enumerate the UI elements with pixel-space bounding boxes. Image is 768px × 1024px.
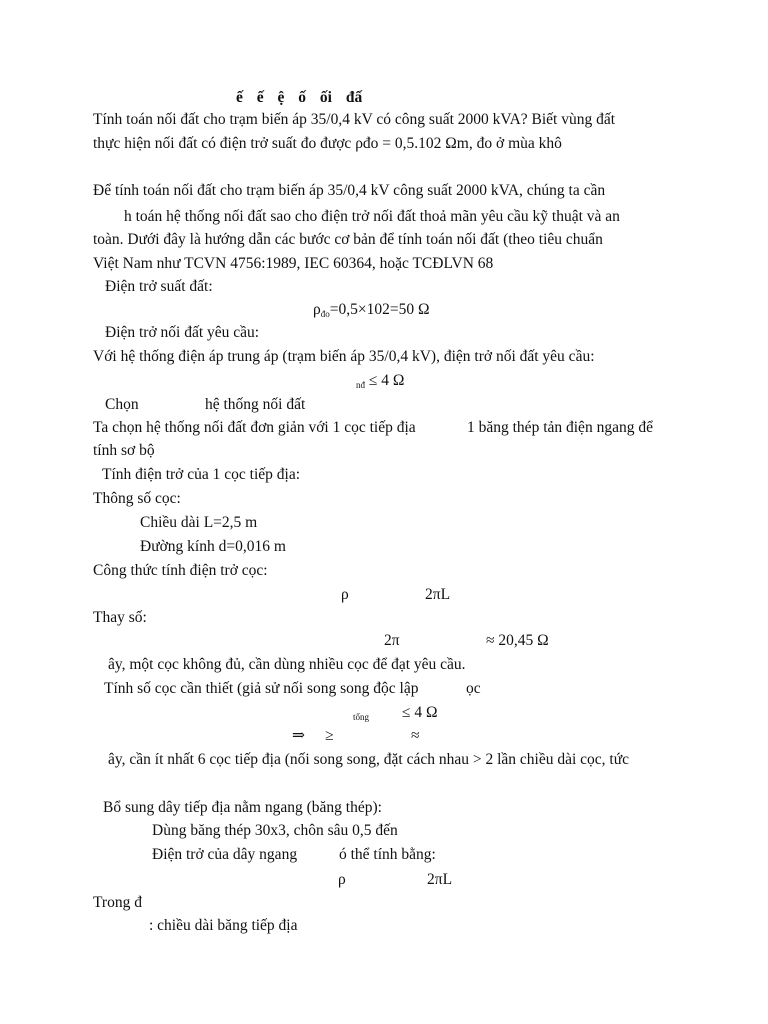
step2-text: Với hệ thống điện áp trung áp (trạm biến áp 35/0,4 kV), điện trở nối đất yêu cầu: bbox=[93, 348, 595, 365]
step1-heading: Điện trở suất đất: bbox=[105, 278, 213, 295]
step5-heading-b: ọc bbox=[466, 680, 481, 697]
substitute-result: ≈ 20,45 Ω bbox=[486, 632, 549, 649]
step4-conclusion: ây, một cọc không đủ, cần dùng nhiều cọc để đạt yêu cầu. bbox=[108, 656, 466, 673]
required-subscript: nđ bbox=[356, 380, 365, 390]
rho-value: =0,5×102=50 Ω bbox=[329, 301, 430, 318]
document-title: ế ế ệ ố ối đấ bbox=[236, 89, 363, 106]
step6-resistance-b: ó thể tính bằng: bbox=[339, 846, 436, 863]
intro-line-2: h toán hệ thống nối đất sao cho điện trở nối đất thoả mãn yêu cầu kỹ thuật và an bbox=[124, 208, 620, 225]
required-value: ≤ 4 Ω bbox=[368, 372, 405, 389]
step3-text-c: tính sơ bộ bbox=[93, 442, 155, 459]
formula-rho: ρ bbox=[341, 586, 349, 603]
substitute-2pi: 2π bbox=[384, 632, 400, 649]
step6-use: Dùng băng thép 30x3, chôn sâu 0,5 đến bbox=[152, 822, 398, 839]
step3-text-a: Ta chọn hệ thống nối đất đơn giản với 1 cọc tiếp địa bbox=[93, 419, 416, 436]
required-resistance bbox=[356, 371, 404, 395]
rho-subscript: đo bbox=[320, 309, 330, 319]
problem-line-2: thực hiện nối đất có điện trở suất đo được ρđo = 0,5.102 Ωm, đo ở mùa khô bbox=[93, 135, 562, 152]
step6-resistance-a: Điện trở của dây ngang bbox=[152, 846, 298, 863]
step6-formula-2piL: 2πL bbox=[427, 871, 453, 888]
geq-symbol: ≥ bbox=[325, 727, 334, 744]
intro-line-1: Để tính toán nối đất cho trạm biến áp 35/0,4 kV công suất 2000 kVA, chúng ta cần bbox=[93, 182, 606, 199]
where-label: Trong đ bbox=[93, 894, 142, 911]
approx-symbol: ≈ bbox=[411, 727, 420, 744]
step3-heading-b: hệ thống nối đất bbox=[205, 396, 306, 413]
substitute-label: Thay số: bbox=[93, 609, 147, 626]
step6-heading: Bổ sung dây tiếp địa nằm ngang (băng thép): bbox=[103, 799, 382, 816]
problem-line-1: Tính toán nối đất cho trạm biến áp 35/0,4 kV có công suất 2000 kVA? Biết vùng đất bbox=[93, 111, 616, 128]
step3-heading-a: Chọn bbox=[105, 396, 139, 413]
step5-heading-a: Tính số cọc cần thiết (giả sử nối song song độc lập bbox=[104, 680, 419, 697]
step6-formula-rho: ρ bbox=[338, 871, 346, 888]
total-requirement: ≤ 4 Ω bbox=[402, 704, 438, 721]
rho-formula bbox=[313, 300, 430, 324]
total-resistance bbox=[353, 703, 369, 727]
implies-symbol: ⇒ bbox=[292, 727, 305, 744]
where-item: : chiều dài băng tiếp địa bbox=[149, 917, 298, 934]
param-length: Chiều dài L=2,5 m bbox=[140, 514, 258, 531]
total-subscript: tổng bbox=[353, 712, 370, 722]
intro-line-4: Việt Nam như TCVN 4756:1989, IEC 60364, hoặc TCĐLVN 68 bbox=[93, 255, 494, 272]
params-label: Thông số cọc: bbox=[93, 490, 181, 507]
step3-text-b: 1 băng thép tản điện ngang để bbox=[467, 419, 653, 436]
step4-heading: Tính điện trở của 1 cọc tiếp địa: bbox=[102, 466, 301, 483]
formula-label: Công thức tính điện trở cọc: bbox=[93, 562, 268, 579]
step2-heading: Điện trở nối đất yêu cầu: bbox=[105, 324, 260, 341]
step5-conclusion: ây, cần ít nhất 6 cọc tiếp địa (nối song song, đặt cách nhau > 2 lần chiều dài cọc, tức bbox=[108, 751, 630, 768]
intro-line-3: toàn. Dưới đây là hướng dẫn các bước cơ bản để tính toán nối đất (theo tiêu chuẩn bbox=[93, 231, 603, 248]
formula-2piL: 2πL bbox=[425, 586, 451, 603]
rho-symbol: ρ bbox=[313, 301, 321, 318]
param-diameter: Đường kính d=0,016 m bbox=[140, 538, 286, 555]
